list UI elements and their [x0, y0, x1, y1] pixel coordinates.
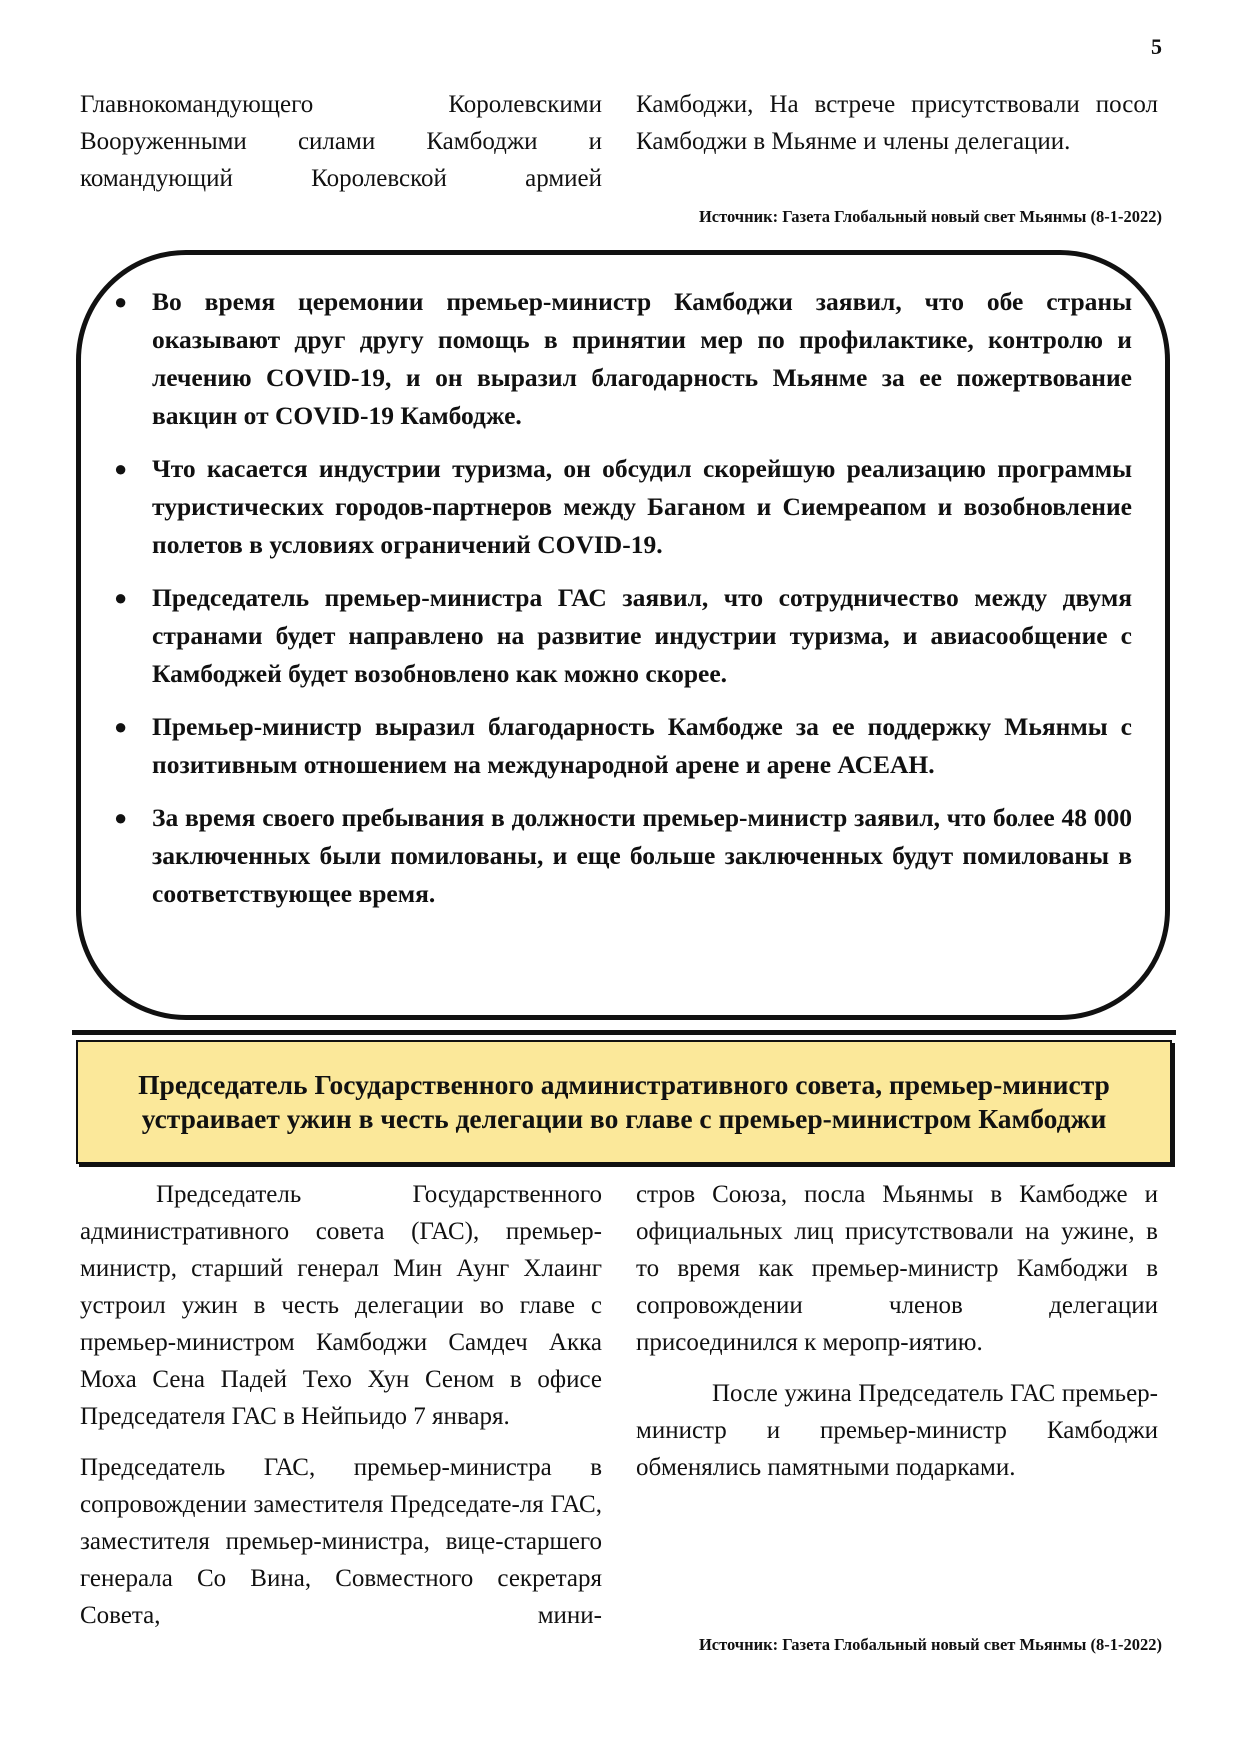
article-paragraph: Председатель ГАС, премьер-министра в сопровождении заместителя Председате-ля ГАС, заместителя премьер-министра, вице-старшего генерала Со Вина, Совместного секретаря Совета, мини-: [80, 1454, 602, 1629]
bullet-icon: ●: [114, 289, 128, 314]
bullet-item: [104, 708, 1132, 784]
bullet-text: Что касается индустрии туризма, он обсудил скорейшую реализацию программы туристических городов-партнеров между Баганом и Сиемреапом и возобновление полетов в условиях ограничений COVID-19.: [152, 454, 1132, 559]
top-right-column: [636, 86, 1158, 160]
article-left-column: [80, 1176, 602, 1634]
bullet-icon: ●: [114, 456, 128, 481]
section-divider: [72, 1030, 1176, 1035]
top-left-paragraph: Главнокомандующего Королевскими Вооруженными силами Камбоджи и командующий Королевской армией: [80, 91, 602, 192]
article-paragraph: стров Союза, посла Мьянмы в Камбодже и официальных лиц присутствовали на ужине, в то время как премьер-министр Камбоджи в сопровождении членов делегации присоединился к меропр-иятию.: [636, 1181, 1158, 1356]
bullet-item: [104, 579, 1132, 693]
bullet-icon: ●: [114, 585, 128, 610]
bullet-item: [104, 799, 1132, 913]
top-left-column: [80, 86, 602, 197]
article-paragraph: После ужина Председатель ГАС премьер-министр и премьер-министр Камбоджи обменялись памятными подарками.: [636, 1380, 1158, 1481]
highlight-bullet-list: [104, 283, 1132, 928]
article-headline-box: [76, 1040, 1172, 1164]
article-right-column: [636, 1176, 1158, 1486]
top-source-note: Источник: Газета Глобальный новый свет Мьянмы (8-1-2022): [698, 207, 1162, 226]
article-headline: Председатель Государственного административного совета, премьер-министр устраивает ужин в честь делегации во главе с премьер-министром Камбоджи: [138, 1069, 1110, 1134]
article-source-note: Источник: Газета Глобальный новый свет Мьянмы (8-1-2022): [698, 1635, 1162, 1654]
article-paragraph: Председатель Государственного административного совета (ГАС), премьер-министр, старший генерал Мин Аунг Хлаинг устроил ужин в честь делегации во главе с премьер-министром Камбоджи Самдеч Акка Моха Сена Падей Техо Хун Сеном в офисе Председателя ГАС в Нейпьидо 7 января.: [80, 1181, 602, 1430]
bullet-text: Премьер-министр выразил благодарность Камбодже за ее поддержку Мьянмы с позитивным отношением на международной арене и арене АСЕАН.: [152, 712, 1132, 779]
bullet-icon: ●: [114, 805, 128, 830]
bullet-item: [104, 283, 1132, 435]
top-right-paragraph: Камбоджи, На встрече присутствовали посол Камбоджи в Мьянме и члены делегации.: [636, 91, 1158, 155]
bullet-icon: ●: [114, 714, 128, 739]
page-number: 5: [1151, 34, 1162, 59]
bullet-text: Председатель премьер-министра ГАС заявил, что сотрудничество между двумя странами будет направлено на развитие индустрии туризма, и авиасообщение с Камбоджей будет возобновлено как можно скорее.: [152, 583, 1132, 688]
bullet-text: Во время церемонии премьер-министр Камбоджи заявил, что обе страны оказывают друг другу помощь в принятии мер по профилактике, контролю и лечению COVID-19, и он выразил благодарность Мьянме за ее пожертвование вакцин от COVID-19 Камбодже.: [152, 287, 1132, 430]
bullet-item: [104, 450, 1132, 564]
bullet-text: За время своего пребывания в должности премьер-министр заявил, что более 48 000 заключенных были помилованы, и еще больше заключенных будут помилованы в соответствующее время.: [152, 803, 1132, 908]
